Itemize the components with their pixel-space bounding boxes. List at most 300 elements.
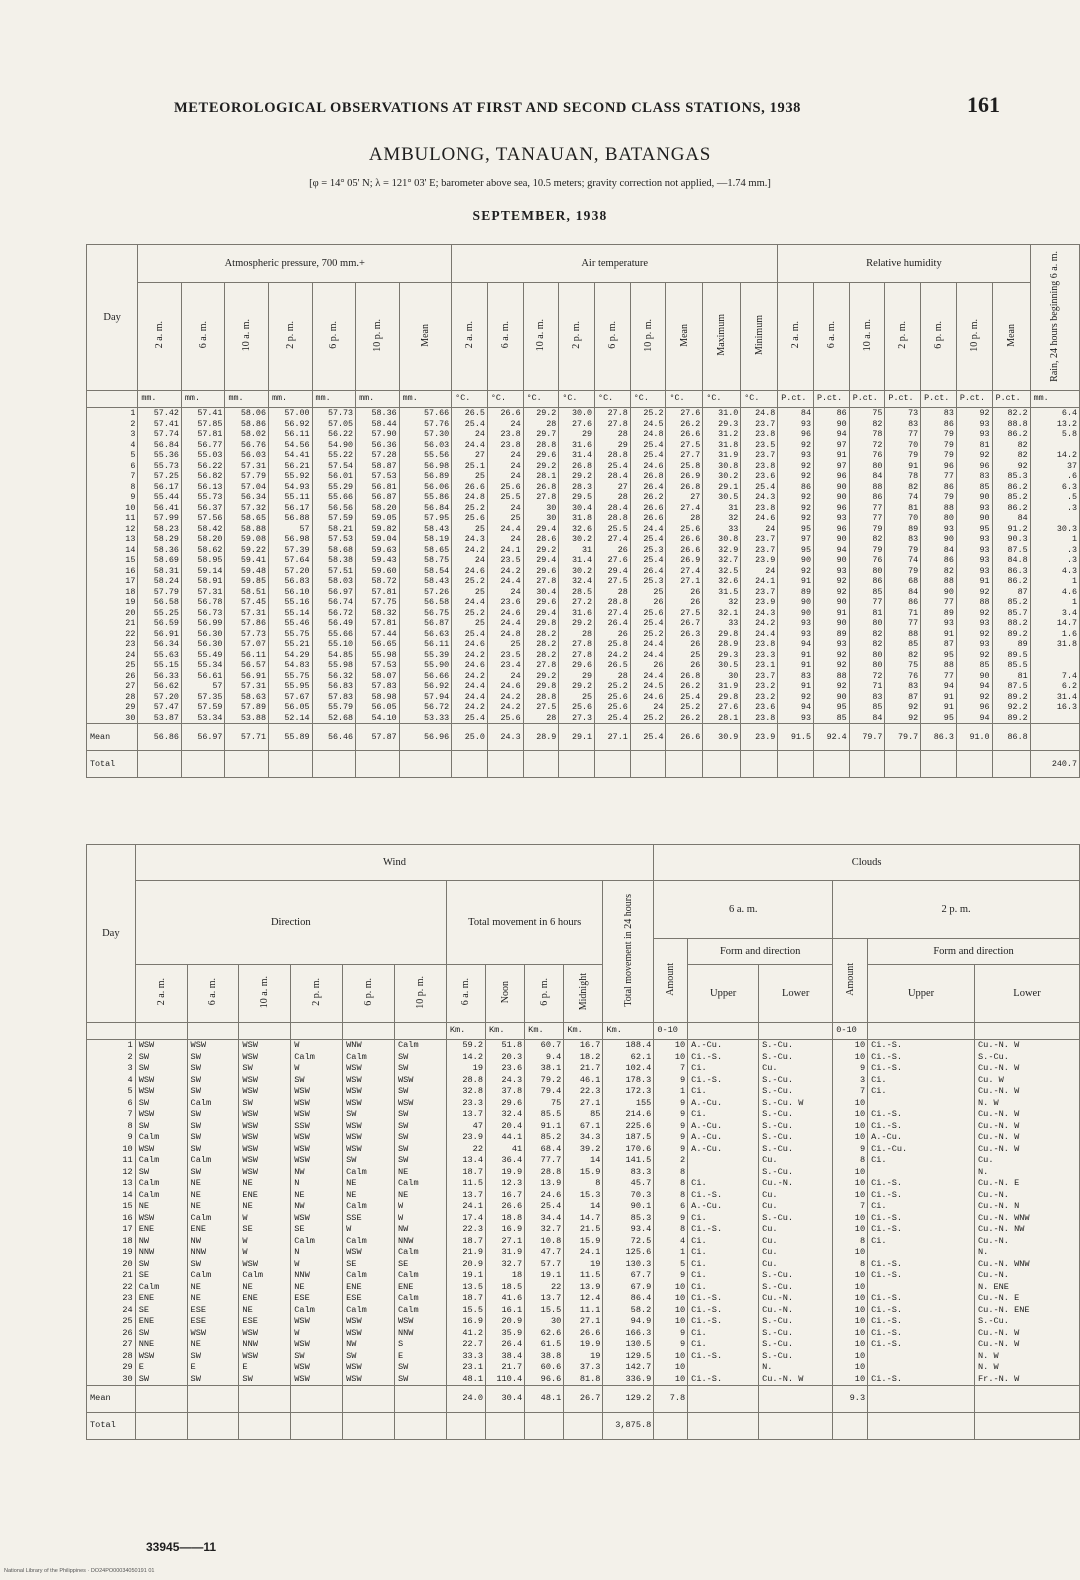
humidity-cell-value: 71	[908, 607, 919, 618]
cloud-value: Ci.-S.	[871, 1063, 903, 1073]
cloud-value: 9	[859, 1063, 866, 1073]
pressure-cell-value: 58.86	[240, 418, 266, 429]
temperature-cell-value: 26	[690, 660, 701, 670]
day-number-value: 14	[122, 1189, 133, 1200]
pressure-cell-value: 53.87	[153, 712, 179, 723]
humidity-cell-value: 90	[836, 418, 847, 429]
temperature-cell-value: 23.7	[755, 450, 776, 460]
mean-temperature: 23.9	[741, 724, 778, 751]
unit-label: P.ct.	[778, 391, 814, 408]
cloud-value: 6	[680, 1201, 686, 1211]
temperature-cell-value: 26	[617, 544, 628, 555]
day-number-value: 3	[130, 429, 136, 439]
cloud-value: Ci.	[691, 1247, 707, 1257]
unit-label: Km.	[525, 1023, 564, 1040]
pressure-cell-value: 57.59	[327, 513, 354, 523]
cloud-value: Ci.-Cu.	[871, 1143, 908, 1154]
movement-col-header	[525, 965, 564, 1023]
direction-value: NNW	[397, 1235, 414, 1246]
humidity-cell-value: 82.2	[1007, 408, 1028, 418]
pressure-cell-value: 56.30	[197, 639, 223, 649]
direction-value: W	[346, 1224, 352, 1234]
humidity-col-header	[921, 283, 957, 391]
cloud-value: Cu.-N. W	[762, 1373, 804, 1384]
humidity-cell-value: 79	[943, 439, 954, 450]
rain-cell-value: 16.3	[1056, 702, 1077, 712]
direction-value: SE	[242, 1224, 253, 1234]
temperature-cell-value: 24.8	[500, 628, 521, 639]
pressure-cell	[356, 408, 400, 724]
humidity-cell-value: 82	[943, 565, 954, 576]
total-empty	[885, 751, 921, 778]
cloud-value: Ci.-S.	[871, 1212, 903, 1223]
movement-cell-value: 110.4	[496, 1373, 523, 1384]
cloud-value: 8	[859, 1235, 866, 1246]
movement-cell-value: 19.1	[462, 1270, 483, 1280]
pressure-cell-value: 56.58	[153, 597, 179, 607]
mean-temperature: 25.0	[452, 724, 488, 751]
humidity-cell-value: 89	[800, 586, 811, 597]
cloud-value: S.-Cu.	[762, 1339, 794, 1349]
cloud-value: 9	[680, 1212, 686, 1223]
cloud-value: S.-Cu.	[762, 1132, 794, 1142]
day-number-value: 11	[125, 513, 136, 523]
temperature-cell-value: 24.4	[643, 523, 664, 534]
total-empty	[356, 751, 400, 778]
cloud-value: S.-Cu.	[762, 1143, 794, 1154]
direction-col-header	[187, 965, 239, 1023]
humidity-cell-value: 81	[872, 607, 883, 618]
direction-value: Calm	[190, 1155, 212, 1165]
temperature-cell-value: 23.5	[500, 555, 521, 565]
cloud-value: 10	[854, 1224, 866, 1234]
pressure-cell-value: 57.31	[240, 607, 266, 618]
humidity-cell-value: 97	[836, 460, 847, 471]
pressure-col-header	[269, 283, 313, 391]
humidity-cell-value: 92	[979, 450, 990, 460]
mean-empty	[759, 1386, 833, 1413]
mean-empty	[239, 1386, 291, 1413]
humidity-cell-value: 83	[908, 681, 919, 691]
day-number-value: 13	[125, 534, 136, 544]
cloud-value: S.-Cu.	[762, 1166, 794, 1177]
unit-label: °C.	[703, 391, 741, 408]
direction-value: SW	[397, 1109, 409, 1119]
rain-cell-value: 1	[1071, 597, 1077, 607]
movement-cell-value: 86.4	[630, 1293, 652, 1303]
movement-cell-value: 141.5	[625, 1155, 652, 1165]
temperature-cell-value: 23.8	[755, 639, 776, 649]
total-label: Total	[87, 1413, 136, 1440]
temperature-cell-value: 25.4	[643, 534, 664, 544]
cloud-value: 10	[674, 1362, 686, 1372]
direction-value: NW	[294, 1166, 305, 1177]
humidity-cell-value: 92	[800, 439, 811, 450]
direction-value: ESE	[190, 1304, 207, 1315]
temperature-cell-value: 24.4	[643, 649, 664, 660]
humidity-group-header: Relative humidity	[778, 245, 1030, 283]
temperature-cell-value: 24.4	[755, 628, 776, 639]
pressure-cell-value: 56.81	[371, 481, 397, 492]
movement-cell-value: 37.3	[579, 1362, 601, 1372]
movement-cell-value: 225.6	[625, 1120, 652, 1131]
temperature-cell-value: 24.3	[755, 492, 776, 502]
movement-cell-value: 58.2	[630, 1304, 652, 1315]
movement-cell-value: 19	[472, 1063, 483, 1073]
humidity-cell-value: 70	[908, 513, 919, 523]
movement-col-header	[486, 965, 525, 1023]
cloud-value: Ci.	[871, 1155, 887, 1165]
pressure-cell-value: 56.88	[284, 513, 310, 523]
mean-pressure: 57.71	[225, 724, 269, 751]
humidity-cell-value: 88	[943, 660, 954, 670]
direction-value: SW	[190, 1350, 201, 1361]
temperature-cell-value: 26	[690, 586, 701, 597]
cloud-value: Ci.	[691, 1281, 707, 1292]
temperature-cell-value: 24.5	[643, 681, 664, 691]
mean-value: 24.0	[446, 1386, 485, 1413]
temperature-cell-value: 23.3	[755, 649, 776, 660]
humidity-cell-value: 90	[836, 597, 847, 607]
pressure-cell-value: 54.90	[327, 439, 354, 450]
humidity-cell-value: 82	[908, 649, 919, 660]
cloud-value: Cu.	[762, 1258, 778, 1269]
movement-cell-value: 21.7	[501, 1362, 523, 1372]
direction-value: SW	[242, 1097, 253, 1108]
temperature-cell-value: 24.2	[500, 691, 521, 702]
humidity-cell	[956, 408, 992, 724]
direction-value: NE	[190, 1189, 201, 1200]
movement-cell-value: 91.1	[540, 1120, 562, 1131]
total-empty	[778, 751, 814, 778]
humidity-cell-value: 90	[836, 492, 847, 502]
temperature-cell-value: 29.2	[536, 460, 557, 471]
cloud-value: Cu.-N. W	[978, 1143, 1020, 1154]
humidity-cell-value: 95	[800, 544, 811, 555]
humidity-cell-value: 86	[943, 481, 954, 492]
direction-value: WSW	[190, 1040, 207, 1050]
cloud-value: Fr.-N. W	[978, 1373, 1020, 1384]
direction-value: WSW	[397, 1097, 414, 1108]
humidity-cell-value: 94	[943, 681, 954, 691]
temperature-cell-value: 27.4	[680, 565, 701, 576]
direction-col-header	[343, 965, 395, 1023]
movement-cell-value: 38.4	[501, 1350, 523, 1361]
pressure-cell-value: 56.77	[197, 439, 223, 450]
cloud-value: N. ENE	[978, 1281, 1009, 1292]
pressure-cell-value: 56.05	[284, 702, 310, 712]
direction-value: E	[138, 1362, 144, 1372]
mean-empty	[688, 1386, 759, 1413]
humidity-cell-value: 94	[800, 702, 811, 712]
temperature-cell-value: 24.2	[500, 565, 521, 576]
humidity-cell-value: 86	[908, 597, 919, 607]
direction-value: Calm	[138, 1281, 160, 1292]
temperature-cell-value: 25.2	[643, 408, 664, 418]
temperature-cell-value: 29.8	[718, 628, 739, 639]
total-rain: 240.7	[1030, 751, 1079, 778]
temperature-cell-value: 24	[765, 565, 776, 576]
temperature-cell-value: 26.6	[643, 502, 664, 513]
direction-value: WSW	[294, 1316, 310, 1326]
unit-label: P.ct.	[885, 391, 921, 408]
day-number-value: 15	[122, 1201, 133, 1211]
cloud-value: Ci.-S.	[871, 1189, 903, 1200]
movement-cell-value: 18.5	[501, 1281, 523, 1292]
humidity-cell-value: 89.2	[1007, 691, 1028, 702]
temperature-cell-value: 24.6	[464, 639, 485, 649]
cloud-value: Cu.-N. W	[978, 1063, 1020, 1073]
direction-value: SW	[138, 1258, 150, 1269]
humidity-cell-value: 86.2	[1007, 429, 1028, 439]
cloud-value: A.-Cu.	[691, 1040, 723, 1050]
humidity-cell-value: 93	[800, 450, 811, 460]
pressure-cell-value: 59.63	[371, 544, 397, 555]
humidity-cell-value: 77	[908, 429, 919, 439]
humidity-cell-value: 83	[979, 471, 990, 481]
pressure-cell-value: 57.59	[197, 702, 223, 712]
day-number-value: 11	[122, 1155, 133, 1165]
pressure-cell-value: 56.10	[284, 586, 310, 597]
movement-cell-value: 93.4	[630, 1224, 652, 1234]
mean-label: Mean	[87, 724, 138, 751]
movement-cell-value: 336.9	[625, 1373, 652, 1384]
humidity-cell-value: 90	[943, 586, 954, 597]
pressure-cell-value: 58.03	[327, 576, 354, 586]
humidity-col-header-label: 2 p. m.	[897, 321, 909, 349]
cloud-value: 10	[854, 1178, 866, 1188]
cloud-value: A.-Cu.	[691, 1143, 723, 1154]
temperature-cell-value: 26	[653, 597, 664, 607]
cloud-value: Ci.-S.	[871, 1293, 903, 1303]
temperature-cell-value: 23.5	[500, 649, 521, 660]
temperature-cell-value: 26.8	[536, 481, 557, 492]
direction-value: WSW	[346, 1362, 362, 1372]
humidity-cell-value: 78	[872, 429, 883, 439]
humidity-cell-value: 90	[979, 492, 990, 502]
pressure-cell-value: 57.31	[197, 586, 223, 597]
movement-cell-value: 18	[511, 1270, 523, 1280]
pressure-cell-value: 58.44	[371, 418, 397, 429]
direction-value: NE	[294, 1281, 305, 1292]
movement-cell-value: 44.1	[501, 1132, 523, 1142]
humidity-cell-value: 91	[979, 576, 990, 586]
humidity-cell-value: 73	[908, 408, 919, 418]
movement-cell-value: 19	[590, 1258, 601, 1269]
cloud-value: Cu.-N. E	[978, 1293, 1020, 1303]
day-number-value: 3	[127, 1063, 133, 1073]
direction-value: WSW	[346, 1143, 362, 1154]
movement-cell-value: 16.7	[579, 1040, 601, 1050]
lower-header: Lower	[759, 965, 833, 1023]
direction-value: WSW	[294, 1143, 310, 1154]
humidity-cell-value: 85	[908, 639, 919, 649]
humidity-cell-value: 84	[1017, 513, 1028, 523]
pressure-cell-value: 56.11	[240, 649, 266, 660]
total-empty	[666, 751, 703, 778]
temperature-cell-value: 23.6	[755, 702, 776, 712]
movement-cell-value: 77.7	[540, 1155, 562, 1165]
temperature-cell-value: 30.5	[718, 492, 739, 502]
temperature-cell-value: 23.5	[755, 439, 776, 450]
movement-cell-value: 24.6	[540, 1189, 562, 1200]
cloud-value: Cu.-N. WNW	[978, 1212, 1030, 1223]
humidity-col-header	[956, 283, 992, 391]
cloud-value	[871, 1167, 974, 1179]
pressure-cell-value: 56.74	[327, 597, 354, 607]
pressure-cell-value: 57.35	[197, 691, 223, 702]
cloud-value: Ci.	[691, 1212, 707, 1223]
temp-col-header-label: 2 a. m.	[464, 321, 476, 349]
direction-value: WSW	[346, 1063, 362, 1073]
pressure-cell-value: 55.25	[153, 607, 179, 618]
humidity-cell-value: 89.5	[1007, 649, 1028, 660]
pressure-cell-value: 58.07	[371, 670, 397, 681]
temperature-cell-value: 29	[581, 429, 593, 439]
day-number-value: 20	[125, 607, 136, 618]
temperature-cell-value: 25.8	[680, 460, 701, 471]
cloud-value: 10	[854, 1166, 866, 1177]
temperature-cell-value: 23.2	[755, 691, 776, 702]
cloud-value: S.-Cu.	[762, 1270, 794, 1280]
temperature-cell-value: 27.1	[680, 576, 701, 586]
cloud-value: Ci.	[871, 1074, 887, 1085]
humidity-cell-value: 84	[800, 408, 811, 418]
temperature-cell-value: 25.4	[607, 460, 628, 471]
pressure-cell-value: 57.73	[240, 628, 266, 639]
cloud-value: 10	[854, 1051, 866, 1062]
direction-value: SW	[294, 1074, 305, 1085]
station-coordinates: [φ = 14° 05' N; λ = 121° 03' E; barometer above sea, 10.5 meters; gravity correction not applied, —1.74 mm.]	[309, 178, 771, 189]
temperature-cell-value: 23.8	[500, 429, 521, 439]
pressure-cell-value: 59.05	[371, 513, 397, 523]
mean-humidity: 91.5	[778, 724, 814, 751]
cloud-value: N. W	[978, 1362, 999, 1372]
temperature-cell-value: 24.6	[464, 565, 485, 576]
temperature-cell-value: 32	[728, 513, 739, 523]
humidity-cell-value: 92	[800, 513, 811, 523]
pressure-cell-value: 57.67	[284, 691, 310, 702]
day-number-value: 5	[127, 1086, 133, 1096]
temperature-cell-value: 27.6	[680, 408, 701, 418]
temperature-cell-value: 24.8	[464, 492, 485, 502]
direction-value: ENE	[138, 1316, 155, 1326]
cloud-value: S.-Cu.	[762, 1086, 794, 1096]
temperature-cell-value: 24.2	[464, 702, 485, 712]
direction-value: Calm	[294, 1235, 315, 1246]
direction-value: SE	[397, 1258, 409, 1269]
day-number-value: 23	[122, 1293, 133, 1303]
temperature-cell-value: 28.1	[718, 712, 739, 723]
humidity-cell-value: 90	[836, 481, 847, 492]
total-empty	[486, 1413, 525, 1440]
movement-col-header	[446, 965, 485, 1023]
temperature-cell-value: 25	[474, 523, 485, 534]
direction-value: SW	[397, 1063, 409, 1073]
direction-value: W	[294, 1063, 300, 1073]
rain-cell-value: 5.8	[1061, 429, 1077, 439]
movement-cell-value: 155	[635, 1097, 652, 1108]
pressure-cell-value: 55.22	[327, 450, 354, 460]
direction-value: SW	[190, 1258, 201, 1269]
pressure-cell-value: 52.68	[327, 712, 354, 723]
temperature-cell-value: 23.7	[755, 534, 776, 544]
direction-col-header	[135, 965, 187, 1023]
pressure-cell-value: 58.32	[371, 607, 397, 618]
total-empty	[452, 751, 488, 778]
temperature-cell-value: 29.2	[536, 544, 557, 555]
movement-cell-value: 130.5	[625, 1339, 652, 1349]
unit-label: °C.	[523, 391, 559, 408]
direction-value: NE	[397, 1189, 409, 1200]
humidity-cell-value: 85	[979, 660, 990, 670]
movement-cell-value: 18.7	[462, 1235, 483, 1246]
units-spacer	[87, 391, 138, 408]
humidity-cell-value: 76	[872, 450, 883, 460]
pressure-cell-value: 59.60	[371, 565, 397, 576]
mean-rain	[1030, 724, 1079, 751]
temperature-cell-value: 27.6	[607, 555, 628, 565]
temperature-cell-value: 24	[765, 523, 776, 534]
lower-header: Lower	[975, 965, 1080, 1023]
rain-cell-value: 1	[1071, 534, 1077, 544]
temperature-cell-value: 24.4	[500, 523, 521, 534]
unit-label: mm.	[356, 391, 400, 408]
direction-col-header-label: 10 a. m.	[259, 975, 271, 1009]
movement-cell-value: 14.7	[579, 1212, 601, 1223]
pressure-cell-value: 58.62	[197, 544, 223, 555]
temperature-cell-value: 27.8	[536, 660, 557, 670]
pressure-cell-value: 58.72	[371, 576, 397, 586]
temperature-cell	[666, 408, 703, 724]
humidity-cell-value: 92	[836, 586, 847, 597]
temperature-cell-value: 25.4	[464, 712, 485, 723]
movement-cell-value: 13.9	[540, 1178, 562, 1188]
humidity-cell-value: 93	[800, 628, 811, 639]
movement-cell-value: 18.7	[462, 1166, 483, 1177]
movement-cell-value: 24.3	[501, 1074, 523, 1085]
rain-cell-value: 7.4	[1061, 670, 1077, 681]
pressure-cell-value: 56.72	[327, 607, 354, 618]
mean-value: 48.1	[525, 1386, 564, 1413]
pressure-cell-value: 56.97	[327, 586, 354, 597]
cloud-value	[871, 1098, 974, 1110]
direction-value: SW	[346, 1350, 357, 1361]
cloud-value: 9	[859, 1143, 866, 1154]
unit-label: mm.	[399, 391, 452, 408]
direction-value: WSW	[242, 1074, 258, 1085]
cloud-value: 10	[674, 1051, 686, 1062]
cloud-cell	[654, 1040, 688, 1386]
temperature-cell-value: 28.2	[536, 649, 557, 660]
cloud-value: Ci.-S.	[871, 1327, 903, 1338]
cloud-value: 10	[674, 1293, 686, 1303]
total-empty	[138, 751, 182, 778]
cloud-value: Ci.	[691, 1063, 707, 1073]
pressure-cell-value: 56.59	[153, 618, 179, 628]
temperature-cell-value: 25.6	[500, 712, 521, 723]
day-number-value: 6	[130, 460, 136, 471]
direction-value: Calm	[397, 1178, 419, 1188]
temperature-cell-value: 27.5	[680, 607, 701, 618]
temperature-cell-value: 26	[690, 639, 701, 649]
cloud-value: S.-Cu.	[762, 1281, 794, 1292]
humidity-cell-value: 78	[908, 471, 919, 481]
temperature-cell-value: 28.9	[718, 639, 739, 649]
temperature-cell	[630, 408, 666, 724]
direction-value: ENE	[242, 1189, 258, 1200]
humidity-cell-value: 75	[872, 408, 883, 418]
